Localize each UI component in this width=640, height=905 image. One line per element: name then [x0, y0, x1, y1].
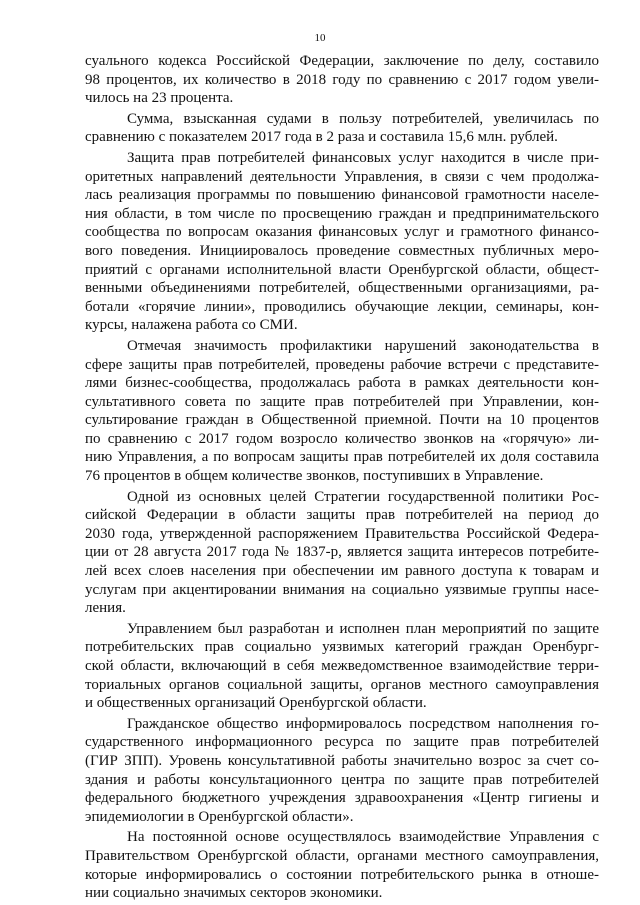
text-line: Гражданское общество информировалось посредством наполнения го-	[127, 715, 599, 732]
text-line: ции от 28 августа 2017 года № 1837-р, является защита интересов потребите-	[85, 544, 599, 561]
text-line: здания и работы консультационного центра по защите прав потребителей	[85, 771, 599, 788]
text-line: Правительством Оренбургской области, органами местного самоуправления,	[85, 847, 599, 864]
text-line: Управлением был разработан и исполнен план мероприятий по защите	[127, 620, 599, 637]
text-line: потребительских прав социально уязвимых категорий граждан Оренбург-	[85, 639, 599, 656]
paragraph	[85, 715, 599, 827]
text-line: 2030 года, утвержденной распоряжением Правительства Российской Федера-	[85, 525, 599, 542]
text-line: лей всех слоев населения при обеспечении им равного доступа к товарам и	[85, 563, 599, 580]
text-line: сударственного информационного ресурса по защите прав потребителей	[85, 734, 599, 751]
text-line: которые информировались о состоянии потребительского рынка в отноше-	[85, 866, 599, 883]
page-number: 10	[314, 32, 326, 44]
text-line: сультирование граждан в Общественной приемной. Почти на 10 процентов	[85, 412, 599, 429]
text-line: федерального бюджетного учреждения здравоохранения «Центр гигиены и	[85, 790, 599, 807]
text-line: курсы, налажена работа со СМИ.	[85, 317, 298, 334]
text-line: сийской Федерации в области защиты прав потребителей на период до	[85, 507, 599, 524]
paragraph	[85, 149, 599, 335]
text-line: ториальных органов социальной защиты, органов местного самоуправления	[85, 676, 599, 693]
paragraph	[85, 488, 599, 618]
text-line: сравнению с показателем 2017 года в 2 раза и составила 15,6 млн. рублей.	[85, 129, 558, 146]
paragraph	[85, 828, 599, 902]
text-line: 98 процентов, их количество в 2018 году по сравнению с 2017 годом увели-	[85, 71, 599, 88]
paragraph	[85, 110, 599, 147]
text-line: ления.	[85, 600, 126, 617]
text-line: Защита прав потребителей финансовых услуг находится в числе при-	[127, 149, 599, 166]
text-line: лями бизнес-сообщества, продолжалась работа в рамках деятельности кон-	[85, 375, 599, 392]
text-line: Сумма, взысканная судами в пользу потребителей, увеличилась по	[127, 110, 599, 127]
text-line: эпидемиологии в Оренбургской области».	[85, 808, 354, 825]
text-line: 76 процентов в общем количестве звонков, поступивших в Управление.	[85, 468, 544, 485]
text-line: нию Управления, а по вопросам защиты прав потребителей их доля составила	[85, 449, 599, 466]
text-line: ской области, включающий в себя межведомственное взаимодействие терри-	[85, 658, 599, 674]
text-line: Одной из основных целей Стратегии государственной политики Рос-	[127, 488, 599, 505]
text-line: сфере защиты прав потребителей, проведены рабочие встречи с представите-	[85, 356, 599, 373]
text-line: нии социально значимых секторов экономики.	[85, 885, 383, 902]
text-line: лась реализация программы по повышению финансовой грамотности населе-	[85, 187, 599, 204]
text-line: сообщества по вопросам оказания финансовых услуг и грамотного финансо-	[85, 224, 599, 241]
text-line: приятий с органами исполнительной власти Оренбургской области, общест-	[85, 261, 599, 278]
text-line: ния области, в том числе по просвещению граждан и предпринимательского	[85, 205, 599, 222]
text-line: суального кодекса Российской Федерации, заключение по делу, составило	[85, 53, 599, 69]
text-line: венными объединениями потребителей, общественными организациями, ра-	[85, 280, 599, 297]
paragraph	[85, 52, 599, 108]
text-line: сультативного совета по защите прав потребителей при Управлении, кон-	[85, 393, 599, 410]
text-line: ботали «горячие линии», проводились обучающие лекции, семинары, кон-	[85, 298, 599, 315]
paragraph	[85, 337, 599, 486]
text-line: (ГИР ЗПП). Уровень консультативной работы значительно возрос за счет со-	[85, 752, 599, 769]
paragraph	[85, 620, 599, 713]
text-line: и общественных организаций Оренбургской области.	[85, 695, 427, 712]
text-line: вого поведения. Инициировалось проведение совместных публичных меро-	[85, 242, 599, 259]
text-line: чилось на 23 процента.	[85, 90, 234, 107]
text-line: по сравнению с 2017 годом возросло количество звонков на «горячую» ли-	[85, 430, 599, 447]
text-line: оритетных направлений деятельности Управления, в связи с чем продолжа-	[85, 168, 599, 185]
document-body	[85, 52, 599, 905]
text-line: услугам при акцентировании внимания на социально уязвимые группы насе-	[85, 581, 599, 598]
text-line: Отмечая значимость профилактики нарушений законодательства в	[127, 337, 599, 354]
paragraph-gap	[85, 903, 599, 905]
text-line: На постоянной основе осуществлялось взаимодействие Управления с	[127, 829, 599, 846]
